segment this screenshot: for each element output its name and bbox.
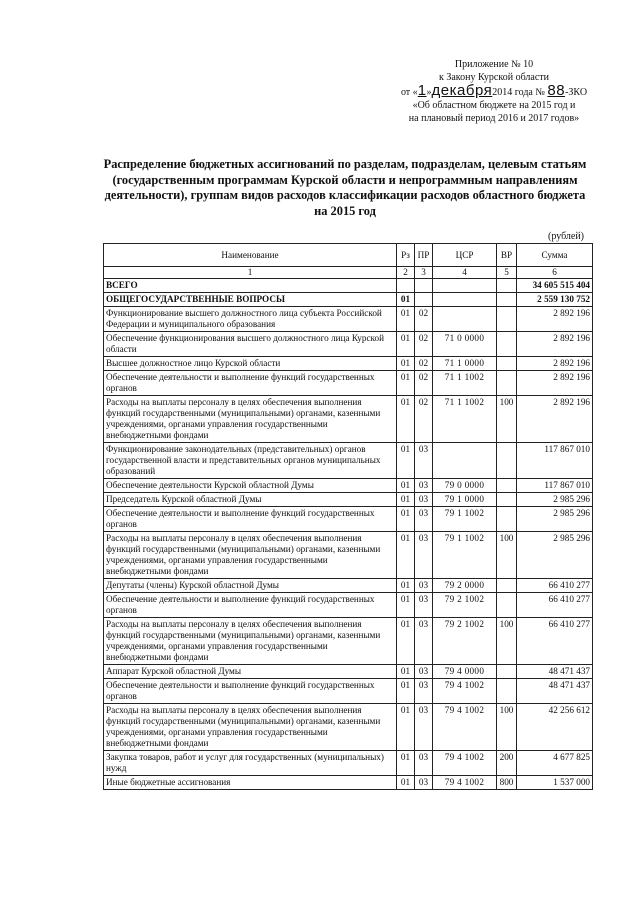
column-number: 5 bbox=[497, 267, 517, 279]
row-amount: 2 985 296 bbox=[517, 532, 593, 579]
row-amount: 117 867 010 bbox=[517, 479, 593, 493]
row-target-article: 79 4 1002 bbox=[433, 679, 497, 704]
row-subsection: 03 bbox=[415, 579, 433, 593]
row-subsection: 02 bbox=[415, 396, 433, 443]
row-section: 01 bbox=[397, 396, 415, 443]
row-subsection: 02 bbox=[415, 371, 433, 396]
table-row bbox=[104, 776, 593, 790]
row-expense-type bbox=[497, 332, 517, 357]
row-amount: 66 410 277 bbox=[517, 593, 593, 618]
row-expense-type bbox=[497, 371, 517, 396]
row-name: Функционирование высшего должностного лица субъекта Российской Федерации и муниципального образования bbox=[104, 307, 397, 332]
appendix-law-title-1: «Об областном бюджете на 2015 год и bbox=[412, 100, 576, 111]
table-row bbox=[104, 507, 593, 532]
row-amount: 2 892 196 bbox=[517, 307, 593, 332]
table-row bbox=[104, 479, 593, 493]
row-subsection: 03 bbox=[415, 593, 433, 618]
row-name: Иные бюджетные ассигнования bbox=[104, 776, 397, 790]
row-expense-type bbox=[497, 443, 517, 479]
row-target-article: 79 4 1002 bbox=[433, 776, 497, 790]
table-row bbox=[104, 371, 593, 396]
row-target-article: 79 1 1002 bbox=[433, 507, 497, 532]
column-number: 6 bbox=[517, 267, 593, 279]
row-name: Закупка товаров, работ и услуг для государственных (муниципальных) нужд bbox=[104, 751, 397, 776]
row-section: 01 bbox=[397, 579, 415, 593]
currency-unit: (рублей) bbox=[548, 231, 585, 242]
row-section: 01 bbox=[397, 307, 415, 332]
handwritten-number: 88 bbox=[547, 82, 566, 99]
header-sum: Сумма bbox=[517, 244, 593, 267]
row-amount: 2 892 196 bbox=[517, 357, 593, 371]
row-subsection bbox=[415, 279, 433, 293]
row-amount: 48 471 437 bbox=[517, 665, 593, 679]
row-amount: 66 410 277 bbox=[517, 579, 593, 593]
table-row bbox=[104, 579, 593, 593]
row-amount: 2 559 130 752 bbox=[517, 293, 593, 307]
row-expense-type: 100 bbox=[497, 396, 517, 443]
row-section: 01 bbox=[397, 332, 415, 357]
row-subsection: 03 bbox=[415, 665, 433, 679]
row-amount: 42 256 612 bbox=[517, 704, 593, 751]
table-row bbox=[104, 532, 593, 579]
row-section: 01 bbox=[397, 751, 415, 776]
row-section: 01 bbox=[397, 507, 415, 532]
row-target-article: 71 0 0000 bbox=[433, 332, 497, 357]
table-row bbox=[104, 357, 593, 371]
row-target-article: 79 2 1002 bbox=[433, 618, 497, 665]
row-target-article: 79 0 0000 bbox=[433, 479, 497, 493]
row-amount: 2 892 196 bbox=[517, 332, 593, 357]
row-name: Обеспечение деятельности Курской областной Думы bbox=[104, 479, 397, 493]
row-subsection: 03 bbox=[415, 507, 433, 532]
row-target-article: 71 1 1002 bbox=[433, 396, 497, 443]
row-subsection: 02 bbox=[415, 357, 433, 371]
row-amount: 4 677 825 bbox=[517, 751, 593, 776]
row-name: Аппарат Курской областной Думы bbox=[104, 665, 397, 679]
law-suffix: -ЗКО bbox=[565, 87, 588, 98]
table-row bbox=[104, 751, 593, 776]
header-row bbox=[104, 244, 593, 267]
row-name: Расходы на выплаты персоналу в целях обеспечения выполнения функций государственными (муниципальными) органами, казенными учреждениями, органами управления государственными внебюджетными фондами bbox=[104, 618, 397, 665]
row-subsection: 03 bbox=[415, 618, 433, 665]
row-target-article bbox=[433, 443, 497, 479]
row-section: 01 bbox=[397, 371, 415, 396]
row-expense-type bbox=[497, 579, 517, 593]
row-target-article bbox=[433, 279, 497, 293]
table-row bbox=[104, 279, 593, 293]
row-section: 01 bbox=[397, 493, 415, 507]
row-amount: 1 537 000 bbox=[517, 776, 593, 790]
row-expense-type bbox=[497, 679, 517, 704]
row-expense-type bbox=[497, 307, 517, 332]
row-section: 01 bbox=[397, 443, 415, 479]
header-vr: ВР bbox=[497, 244, 517, 267]
budget-table-body bbox=[104, 279, 593, 790]
row-expense-type: 200 bbox=[497, 751, 517, 776]
row-subsection: 03 bbox=[415, 479, 433, 493]
row-target-article: 79 2 1002 bbox=[433, 593, 497, 618]
row-expense-type: 100 bbox=[497, 704, 517, 751]
row-target-article: 79 1 1002 bbox=[433, 532, 497, 579]
appendix-number: Приложение № 10 bbox=[454, 59, 534, 70]
row-name: Расходы на выплаты персоналу в целях обеспечения выполнения функций государственными (муниципальными) органами, казенными учреждениями, органами управления государственными внебюджетными фондами bbox=[104, 532, 397, 579]
row-subsection: 03 bbox=[415, 532, 433, 579]
handwritten-month: декабря bbox=[431, 82, 493, 99]
row-name: Председатель Курской областной Думы bbox=[104, 493, 397, 507]
row-name: Функционирование законодательных (представительных) органов государственной власти и представительных органов муниципальных образований bbox=[104, 443, 397, 479]
table-row bbox=[104, 307, 593, 332]
row-amount: 2 892 196 bbox=[517, 396, 593, 443]
header-name: Наименование bbox=[104, 244, 397, 267]
table-row bbox=[104, 443, 593, 479]
row-expense-type bbox=[497, 665, 517, 679]
row-amount: 48 471 437 bbox=[517, 679, 593, 704]
row-target-article: 79 4 1002 bbox=[433, 751, 497, 776]
row-name: Расходы на выплаты персоналу в целях обеспечения выполнения функций государственными (муниципальными) органами, казенными учреждениями, органами управления государственными внебюджетными фондами bbox=[104, 704, 397, 751]
row-subsection: 03 bbox=[415, 443, 433, 479]
row-target-article: 79 4 0000 bbox=[433, 665, 497, 679]
table-row bbox=[104, 332, 593, 357]
date-year: 2014 года № bbox=[492, 87, 545, 98]
row-section: 01 bbox=[397, 593, 415, 618]
row-amount: 2 892 196 bbox=[517, 371, 593, 396]
row-amount: 34 605 515 404 bbox=[517, 279, 593, 293]
column-number-row bbox=[104, 267, 593, 279]
row-subsection: 03 bbox=[415, 776, 433, 790]
row-subsection: 02 bbox=[415, 307, 433, 332]
row-expense-type: 100 bbox=[497, 618, 517, 665]
header-rz: Рз bbox=[397, 244, 415, 267]
handwritten-day: 1 bbox=[417, 82, 427, 99]
row-name: ВСЕГО bbox=[104, 279, 397, 293]
row-amount: 2 985 296 bbox=[517, 493, 593, 507]
row-target-article: 79 1 0000 bbox=[433, 493, 497, 507]
table-row bbox=[104, 493, 593, 507]
table-row bbox=[104, 396, 593, 443]
row-section: 01 bbox=[397, 665, 415, 679]
row-expense-type bbox=[497, 357, 517, 371]
row-section: 01 bbox=[397, 704, 415, 751]
row-amount: 117 867 010 bbox=[517, 443, 593, 479]
row-section bbox=[397, 279, 415, 293]
row-name: Депутаты (члены) Курской областной Думы bbox=[104, 579, 397, 593]
appendix-date-line bbox=[384, 84, 604, 99]
row-target-article: 71 1 1002 bbox=[433, 371, 497, 396]
row-section: 01 bbox=[397, 479, 415, 493]
header-pr: ПР bbox=[415, 244, 433, 267]
row-section: 01 bbox=[397, 357, 415, 371]
date-prefix: от « bbox=[400, 87, 418, 98]
table-row bbox=[104, 618, 593, 665]
appendix-law-ref: к Закону Курской области bbox=[439, 72, 549, 83]
budget-table bbox=[103, 243, 593, 790]
table-row bbox=[104, 704, 593, 751]
header-csr: ЦСР bbox=[433, 244, 497, 267]
row-name: Обеспечение деятельности и выполнение функций государственных органов bbox=[104, 679, 397, 704]
row-expense-type bbox=[497, 279, 517, 293]
row-subsection bbox=[415, 293, 433, 307]
row-subsection: 03 bbox=[415, 679, 433, 704]
row-expense-type bbox=[497, 593, 517, 618]
row-section: 01 bbox=[397, 776, 415, 790]
row-expense-type: 800 bbox=[497, 776, 517, 790]
row-target-article bbox=[433, 293, 497, 307]
column-number: 3 bbox=[415, 267, 433, 279]
row-target-article: 79 4 1002 bbox=[433, 704, 497, 751]
column-number: 2 bbox=[397, 267, 415, 279]
document-title: Распределение бюджетных ассигнований по разделам, подразделам, целевым статьям (государственным программам Курской области и непрограммным направлениям деятельности), группам видов расходов классификации расходов областного бюджета на 2015 год bbox=[103, 157, 587, 218]
row-section: 01 bbox=[397, 293, 415, 307]
row-name: Обеспечение деятельности и выполнение функций государственных органов bbox=[104, 507, 397, 532]
row-name: Обеспечение функционирования высшего должностного лица Курской области bbox=[104, 332, 397, 357]
row-section: 01 bbox=[397, 618, 415, 665]
row-target-article: 71 1 0000 bbox=[433, 357, 497, 371]
row-subsection: 03 bbox=[415, 704, 433, 751]
appendix-law-title-2: на плановый период 2016 и 2017 годов» bbox=[408, 113, 580, 124]
row-name: Высшее должностное лицо Курской области bbox=[104, 357, 397, 371]
table-row bbox=[104, 679, 593, 704]
table-row bbox=[104, 593, 593, 618]
column-number: 1 bbox=[104, 267, 397, 279]
row-amount: 66 410 277 bbox=[517, 618, 593, 665]
row-expense-type bbox=[497, 293, 517, 307]
row-section: 01 bbox=[397, 679, 415, 704]
row-name: Расходы на выплаты персоналу в целях обеспечения выполнения функций государственными (муниципальными) органами, казенными учреждениями, органами управления государственными внебюджетными фондами bbox=[104, 396, 397, 443]
row-name: Обеспечение деятельности и выполнение функций государственных органов bbox=[104, 371, 397, 396]
row-subsection: 02 bbox=[415, 332, 433, 357]
table-row bbox=[104, 665, 593, 679]
date-quote: » bbox=[426, 87, 432, 98]
row-expense-type: 100 bbox=[497, 532, 517, 579]
column-number: 4 bbox=[433, 267, 497, 279]
appendix-block bbox=[384, 58, 604, 125]
row-target-article: 79 2 0000 bbox=[433, 579, 497, 593]
row-subsection: 03 bbox=[415, 493, 433, 507]
row-name: ОБЩЕГОСУДАРСТВЕННЫЕ ВОПРОСЫ bbox=[104, 293, 397, 307]
row-expense-type bbox=[497, 479, 517, 493]
row-section: 01 bbox=[397, 532, 415, 579]
row-subsection: 03 bbox=[415, 751, 433, 776]
row-name: Обеспечение деятельности и выполнение функций государственных органов bbox=[104, 593, 397, 618]
row-target-article bbox=[433, 307, 497, 332]
row-expense-type bbox=[497, 507, 517, 532]
row-expense-type bbox=[497, 493, 517, 507]
row-amount: 2 985 296 bbox=[517, 507, 593, 532]
table-row bbox=[104, 293, 593, 307]
